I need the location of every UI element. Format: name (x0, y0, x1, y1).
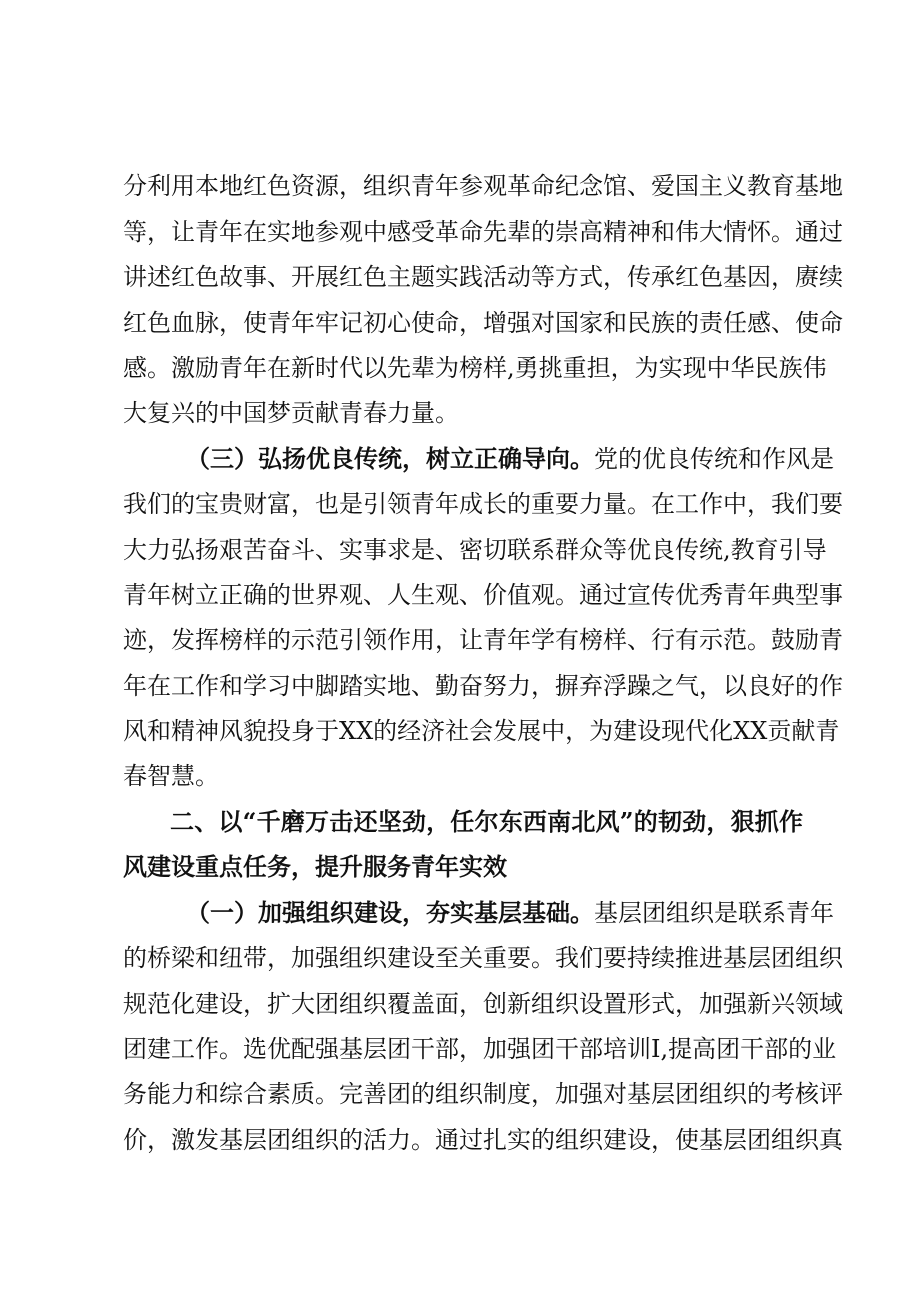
para2-line-6: 年在工作和学习中脚踏实地、勤奋努力，摒弃浮躁之气，以良好的作 (123, 672, 843, 700)
para2-line-8: 春智慧。 (123, 762, 219, 790)
para2-line-5: 迹，发挥榜样的示范引领作用，让青年学有榜样、行有示范。鼓励青 (123, 626, 843, 654)
para1-line-5: 感。激励青年在新时代以先辈为榜样,勇挑重担，为实现中华民族伟 (123, 354, 827, 382)
para3-line-6: 价，激发基层团组织的活力。通过扎实的组织建设，使基层团组织真 (123, 1126, 843, 1154)
para2-line-7: 风和精神风貌投身于XX的经济社会发展中，为建设现代化XX贡献青 (123, 717, 840, 745)
para1-line-1: 分利用本地红色资源，组织青年参观革命纪念馆、爱国主义教育基地 (123, 172, 843, 200)
para3-line-3: 规范化建设，扩大团组织覆盖面，创新组织设置形式，加强新兴领域 (123, 990, 843, 1018)
para3-line-4: 团建工作。选优配强基层团干部，加强团干部培训I,提高团干部的业 (123, 1035, 837, 1063)
para1-line-2: 等，让青年在实地参观中感受革命先辈的崇高精神和伟大情怀。通过 (123, 218, 843, 246)
section2-title-line-2: 风建设重点任务，提升服务青年实效 (123, 852, 507, 881)
section2-title-line-1: 二、以“千磨万击还坚劲，任尔东西南北风”的韧劲，狠抓作 (170, 807, 803, 836)
para2-line-3: 大力弘扬艰苦奋斗、实事求是、密切联系群众等优良传统,教育引导 (123, 536, 827, 564)
para2-line-4: 青年树立正确的世界观、人生观、价值观。通过宣传优秀青年典型事 (123, 581, 843, 609)
para1-line-3: 讲述红色故事、开展红色主题实践活动等方式，传承红色基因，赓续 (123, 263, 843, 291)
para3-heading: （一）加强组织建设，夯实基层基础。 (186, 898, 594, 927)
para3-line-5: 务能力和综合素质。完善团的组织制度，加强对基层团组织的考核评 (123, 1080, 843, 1108)
para3-first-rest: 基层团组织是联系青年 (594, 899, 834, 927)
para3-line-2: 的桥梁和纽带，加强组织建设至关重要。我们要持续推进基层团组织 (123, 944, 843, 972)
para2-first-line (186, 441, 834, 477)
para2-heading: （三）弘扬优良传统，树立正确导向。 (186, 444, 594, 473)
para2-line-2: 我们的宝贵财富，也是引领青年成长的重要力量。在工作中，我们要 (123, 490, 843, 518)
para2-first-rest: 党的优良传统和作风是 (594, 445, 834, 473)
para1-line-4: 红色血脉，使青年牢记初心使命，增强对国家和民族的责任感、使命 (123, 309, 843, 337)
para3-first-line (186, 895, 834, 931)
para1-line-6: 大复兴的中国梦贡献青春力量。 (123, 399, 459, 427)
